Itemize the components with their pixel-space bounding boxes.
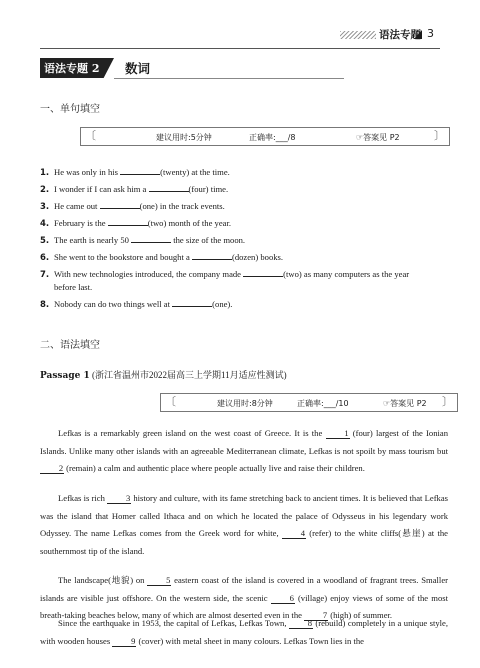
blank-number[interactable]: 7 — [304, 610, 328, 621]
blank-number[interactable]: 9 — [112, 636, 136, 647]
question-number: 6. — [40, 253, 50, 263]
passage-text: (high) of summer. — [328, 610, 393, 620]
right-bracket-icon: 〕 — [442, 395, 453, 408]
question-number: 3. — [40, 202, 50, 212]
answer-blank[interactable] — [131, 234, 171, 243]
answer-blank[interactable] — [243, 268, 283, 277]
left-bracket-icon: 〔 — [85, 129, 96, 142]
answer-blank[interactable] — [192, 251, 232, 260]
header-triangle-icon — [414, 30, 422, 39]
question-hint: (twenty) at the time. — [160, 167, 230, 177]
question-hint: (two) as many computers as the year — [283, 269, 410, 279]
answer-blank[interactable] — [108, 217, 148, 226]
info-box-1 — [80, 127, 450, 146]
section-heading-1: 一、单句填空 — [40, 104, 100, 115]
topic-title: 数词 — [125, 61, 151, 76]
section-heading-2: 二、语法填空 — [40, 340, 100, 351]
right-bracket-icon: 〕 — [434, 129, 445, 142]
passage-paragraph — [40, 490, 448, 560]
question-text: With new technologies introduced, the company made — [54, 269, 244, 279]
question-item — [40, 166, 230, 179]
passage-text: Since the earthquake in 1953, the capital of Lefkas, Lefkas Town, — [58, 618, 289, 628]
question-number: 8. — [40, 300, 50, 310]
question-text: Nobody can do two things well at — [54, 299, 173, 309]
question-continuation: before last. — [54, 282, 93, 292]
question-item — [40, 234, 245, 247]
passage-text: (cover) with metal sheet in many colours. Lefkas Town lies in the — [136, 635, 364, 646]
question-item — [40, 251, 283, 264]
passage-title — [40, 368, 287, 381]
time-suggestion: 建议用时:5分钟 — [156, 133, 212, 142]
accuracy-field: 正确率:___/8 — [249, 133, 296, 142]
topic-badge-text: 语法专题 2 — [44, 62, 100, 75]
question-text: He was only in his — [54, 167, 121, 177]
passage-text: history and culture, with its fame stretching back to ancient times. It is believed that Lefkas was the island that Homer called Ithaca and on which he located the palace of Odysseus in his legendary work Odyssey. The name Lefkas comes from the Greek word for white, — [40, 493, 449, 538]
blank-number[interactable]: 5 — [147, 575, 171, 586]
question-text: I wonder if I can ask him a — [54, 184, 149, 194]
question-number: 4. — [40, 219, 50, 229]
question-hint: (two) month of the year. — [147, 218, 231, 228]
question-text: February is the — [54, 218, 108, 228]
header-rule — [40, 48, 440, 49]
header-section-label: 语法专题 — [379, 29, 421, 41]
page-number: 3 — [427, 27, 434, 40]
passage-paragraph — [40, 615, 448, 650]
passage-text: (refer) to the white cliffs(悬崖) at the southernmost tip of the island. — [40, 528, 449, 556]
blank-number[interactable]: 3 — [107, 493, 131, 504]
answer-blank[interactable] — [100, 200, 140, 209]
accuracy-field: 正确率:___/10 — [297, 399, 349, 408]
question-item — [40, 200, 225, 213]
left-bracket-icon: 〔 — [165, 395, 176, 408]
answer-blank[interactable] — [120, 166, 160, 175]
passage-text: (four) largest of the Ionian Islands. Unlike many other islands with an agreeable Mediterranean climate, Lefkas is not spoilt by mass tourism but — [40, 428, 448, 456]
question-item — [40, 183, 228, 196]
answer-blank[interactable] — [172, 298, 212, 307]
question-text: The earth is nearly 50 — [54, 235, 132, 245]
question-hint: the size of the moon. — [171, 235, 246, 245]
header-stripes — [340, 31, 376, 39]
answer-blank[interactable] — [149, 183, 189, 192]
question-number: 1. — [40, 168, 50, 178]
question-hint: (dozen) books. — [231, 252, 284, 262]
passage-text: (rebuild) completely in a unique style, with wooden houses — [40, 618, 448, 646]
passage-text: eastern coast of the island is covered in a woodland of fragrant trees. Smaller islands are visible just offshore. On the western side, the scenic — [40, 575, 448, 603]
question-hint: (one) in the track events. — [139, 201, 225, 211]
question-text: She went to the bookstore and bought a — [54, 252, 192, 262]
answer-reference: ☞答案见 P2 — [356, 133, 400, 142]
question-number: 2. — [40, 185, 50, 195]
question-number: 5. — [40, 236, 50, 246]
passage-text: (village) enjoy views of some of the most breath-taking beaches below, many of which are almost deserted even in the — [40, 592, 448, 620]
question-text: He came out — [54, 201, 100, 211]
passage-text: Lefkas is rich — [58, 493, 108, 503]
passage-text: (remain) a calm and authentic place where people actually live and raise their children. — [64, 463, 365, 473]
passage-label: Passage 1 — [40, 371, 90, 381]
blank-number[interactable]: 2 — [40, 463, 64, 474]
question-hint: (one). — [212, 299, 233, 309]
passage-text: The landscape(地貌) on — [58, 575, 148, 585]
info-box-2 — [160, 393, 458, 412]
question-item — [40, 268, 409, 281]
time-suggestion: 建议用时:8分钟 — [217, 399, 273, 408]
passage-text: Lefkas is a remarkably green island on the west coast of Greece. It is the — [58, 428, 326, 438]
question-hint: (four) time. — [188, 184, 229, 194]
question-item — [40, 217, 231, 230]
passage-source: (浙江省温州市2022届高三上学期11月适应性测试) — [92, 370, 287, 380]
topic-underline — [114, 78, 344, 79]
question-number: 7. — [40, 270, 50, 280]
blank-number[interactable]: 6 — [271, 593, 295, 604]
answer-reference: ☞答案见 P2 — [383, 399, 427, 408]
blank-number[interactable]: 1 — [326, 428, 350, 439]
passage-paragraph — [40, 425, 448, 478]
question-item — [40, 298, 232, 311]
blank-number[interactable]: 8 — [289, 618, 313, 629]
blank-number[interactable]: 4 — [282, 528, 306, 539]
